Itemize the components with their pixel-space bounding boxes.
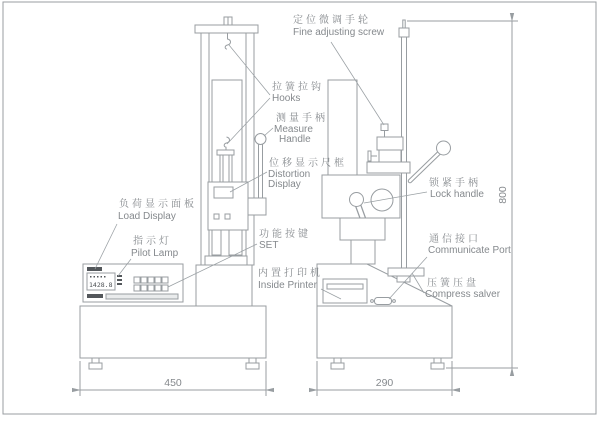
label-load-display-zh: 负荷显示面板	[119, 199, 197, 210]
label-fine-adjusting-en: Fine adjusting screw	[293, 27, 385, 38]
label-lock-handle-en: Lock handle	[430, 189, 484, 200]
set-key[interactable]	[148, 285, 154, 291]
clamp-knob[interactable]	[368, 151, 371, 161]
pedestal	[196, 265, 252, 306]
side-foot-right	[431, 363, 444, 369]
label-communicate-zh: 通信接口	[429, 234, 481, 245]
ball-lever-shaft-fill	[410, 152, 440, 181]
label-salver-zh: 压簧压盘	[427, 278, 479, 289]
front-view	[80, 17, 266, 369]
bracket-lower	[379, 150, 401, 162]
front-foot-left-neck	[92, 358, 99, 363]
label-salver-en: Compress salver	[425, 289, 501, 300]
salver-hub	[397, 276, 410, 282]
label-distortion-en1: Distortion	[268, 169, 311, 180]
set-key[interactable]	[155, 277, 161, 283]
panel-lower-strip	[106, 294, 178, 299]
cross-bar	[367, 162, 410, 173]
label-pilot-lamp-en: Pilot Lamp	[131, 248, 179, 259]
label-set-en: SET	[259, 240, 279, 251]
label-hooks-zh: 拉簧拉钩	[272, 82, 324, 93]
label-hooks-en: Hooks	[272, 93, 301, 104]
set-key[interactable]	[162, 277, 168, 283]
label-load-display-en: Load Display	[118, 211, 176, 222]
inside-printer-door	[323, 279, 367, 303]
label-distortion-en2: Display	[268, 179, 301, 190]
set-key[interactable]	[141, 277, 147, 283]
lower-hook-icon	[224, 137, 229, 150]
label-measure-handle-zh: 测量手柄	[276, 113, 328, 124]
front-base	[80, 306, 266, 358]
fine-adjusting-knob[interactable]	[381, 124, 388, 131]
side-foot-right-neck	[434, 358, 441, 363]
lock-handle-pivot	[350, 193, 364, 207]
panel-lower-label	[87, 294, 103, 298]
guide-rod	[402, 37, 407, 282]
label-fine-adjusting-zh: 定位微调手轮	[293, 15, 371, 26]
set-key[interactable]	[162, 285, 168, 291]
label-distortion-zh: 位移显示尺框	[269, 158, 347, 169]
set-key[interactable]	[141, 285, 147, 291]
measure-handle-rod	[259, 144, 263, 198]
lower-rod	[221, 230, 229, 256]
rod-nut	[399, 28, 409, 37]
label-communicate-en: Communicate Port	[428, 245, 511, 256]
set-key[interactable]	[155, 285, 161, 291]
load-display-value: 1428.8	[89, 281, 113, 289]
label-pilot-lamp-zh: 指示灯	[133, 236, 172, 247]
set-key[interactable]	[134, 285, 140, 291]
dim-800: 800	[497, 186, 509, 204]
set-key[interactable]	[148, 277, 154, 283]
ball-lever-ball[interactable]	[437, 141, 451, 155]
display-dot	[104, 276, 106, 278]
pilot-lamp-1	[117, 275, 122, 277]
label-lock-handle-zh: 锁紧手柄	[429, 178, 481, 189]
label-measure-handle-en2: Handle	[279, 134, 311, 145]
label-printer-en: Inside Printer	[258, 280, 317, 291]
pilot-lamp-3	[117, 283, 122, 285]
leader-measure-handle	[264, 128, 273, 136]
measure-handle-bracket	[248, 198, 266, 215]
set-key[interactable]	[134, 277, 140, 283]
side-foot-left-neck	[334, 358, 341, 363]
dim-450: 450	[164, 377, 182, 389]
dim-290: 290	[375, 377, 394, 389]
front-foot-right-neck	[249, 358, 256, 363]
leader-load-display	[95, 224, 117, 269]
upper-hook-icon	[225, 33, 230, 49]
panel-brand-label	[87, 267, 102, 271]
grip-body	[220, 155, 232, 182]
label-measure-handle-en1: Measure	[274, 124, 313, 135]
compress-salver-plate	[388, 268, 424, 276]
bracket-upper	[377, 137, 403, 150]
callout-labels	[118, 13, 511, 300]
label-printer-zh: 内置打印机	[258, 268, 323, 279]
lower-column	[351, 240, 375, 264]
pilot-lamp-2	[117, 279, 122, 281]
label-set-zh: 功能按键	[259, 229, 311, 240]
head-flange	[340, 218, 385, 240]
display-dot	[94, 276, 96, 278]
display-dot	[97, 276, 99, 278]
rod-tip	[403, 20, 405, 28]
grip-cap	[217, 150, 234, 155]
front-foot-left	[89, 363, 102, 369]
side-base	[317, 306, 452, 358]
measure-handle-ball	[255, 134, 266, 145]
top-crossbeam	[195, 25, 258, 33]
display-dot	[101, 276, 103, 278]
crosshead-plate	[205, 256, 247, 265]
display-dot	[90, 276, 92, 278]
side-foot-left	[331, 363, 344, 369]
front-foot-right	[246, 363, 259, 369]
